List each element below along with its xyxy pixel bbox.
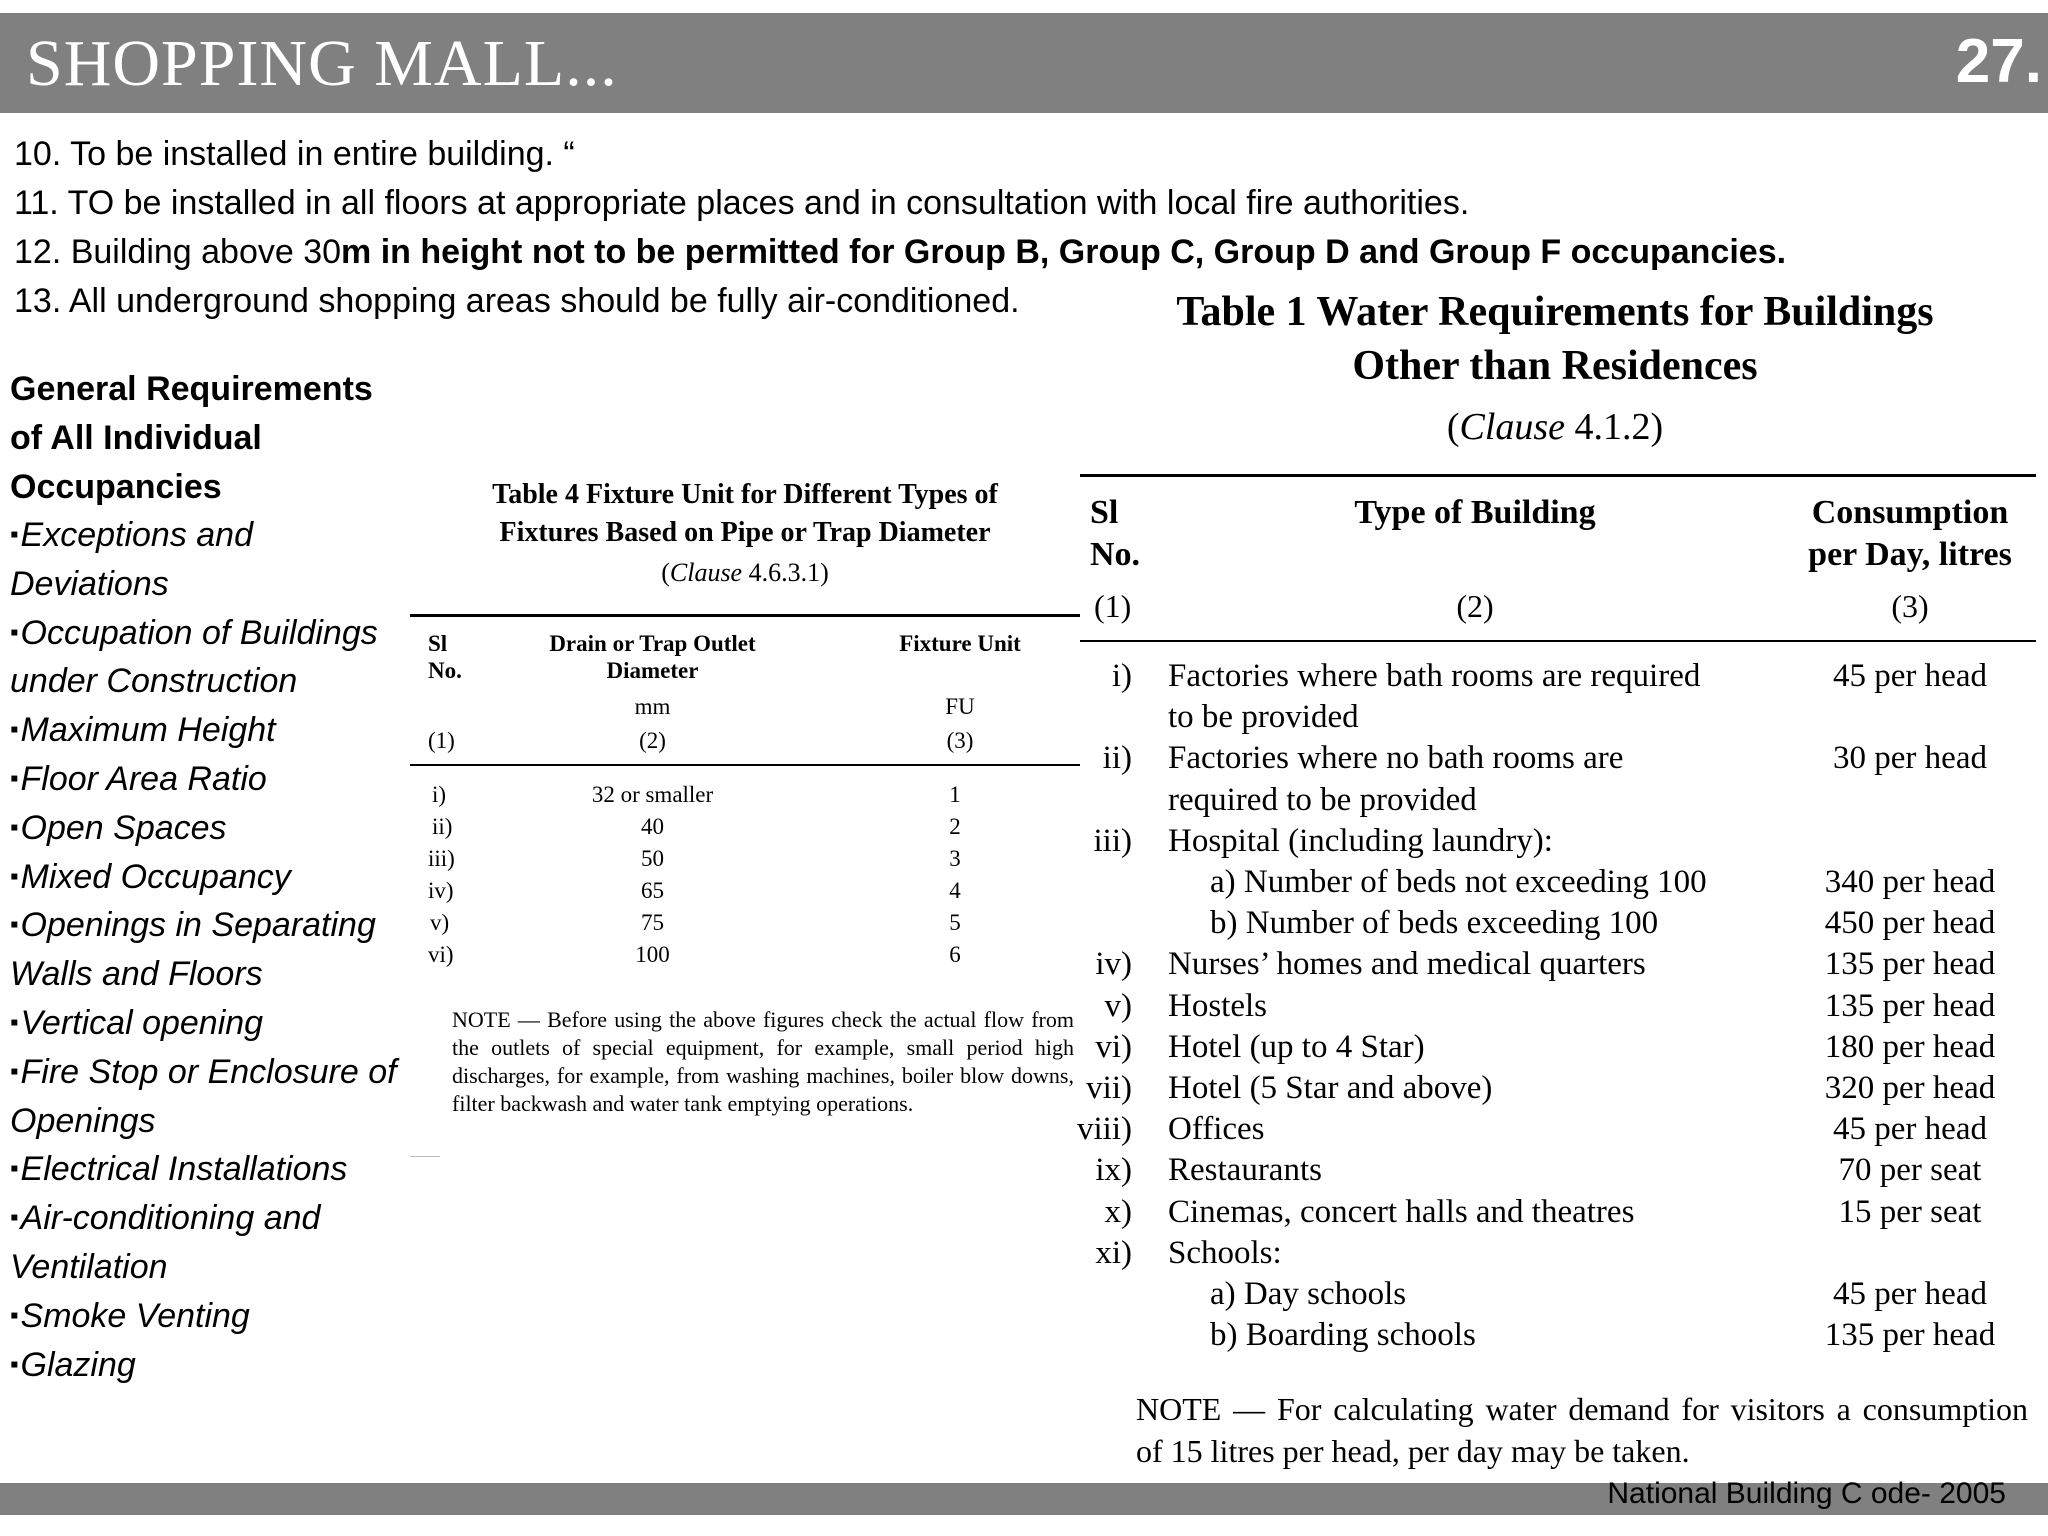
table1-sl: viii)	[1077, 1111, 1132, 1148]
table1-consumption: 30 per head	[1833, 740, 1987, 777]
table4-diameter: 65	[641, 878, 664, 903]
table1-type: Hospital (including laundry):	[1168, 822, 1553, 859]
table1-sl: v)	[1104, 987, 1132, 1024]
sidebar-item: ▪Glazing	[10, 1345, 136, 1384]
table4-unit-mm: mm	[634, 694, 671, 719]
table4-header-fixture: Fixture Unit	[899, 631, 1021, 656]
point-13: 13. All underground shopping areas should be fully air-conditioned.	[14, 282, 1020, 320]
table1-consumption: 45 per head	[1833, 1111, 1987, 1148]
sidebar-heading: General Requirements of All Individual Occupancies	[10, 370, 373, 506]
table4-fu: 1	[949, 782, 961, 807]
table1-clause: (Clause 4.1.2)	[1446, 406, 1664, 448]
sidebar-item: ▪Exceptions and Deviations	[10, 516, 254, 603]
table4-header-diameter: Drain or Trap Outlet Diameter	[549, 631, 756, 683]
table1-sl: x)	[1104, 1193, 1132, 1230]
bullet-icon: ▪	[10, 764, 19, 792]
table4-bottom-rule	[410, 1156, 440, 1157]
bullet-icon: ▪	[10, 521, 19, 548]
table1-header-rule	[1080, 640, 2036, 642]
table4-fu: 4	[949, 878, 961, 903]
table1-sl: vi)	[1095, 1028, 1132, 1065]
table4-diameter: 32 or smaller	[591, 782, 714, 807]
table1-type: a) Day schools	[1210, 1276, 1407, 1312]
slide-title: SHOPPING MALL...	[26, 27, 618, 100]
table1-type: b) Boarding schools	[1210, 1317, 1476, 1354]
table1-type: Hostels	[1168, 987, 1267, 1024]
sidebar-item: ▪Maximum Height	[10, 711, 276, 750]
sidebar-item: ▪Floor Area Ratio	[10, 759, 267, 798]
bullet-icon: ▪	[10, 1057, 19, 1085]
table1-header-type: Type of Building	[1354, 494, 1596, 531]
table1-type: Hotel (up to 4 Star)	[1168, 1028, 1425, 1065]
table1-note: NOTE — For calculating water demand for visitors a consumption of 15 litres per head, per day may be taken.	[1136, 1391, 2028, 1469]
table4-unit-fu: FU	[945, 694, 975, 719]
table1-consumption: 180 per head	[1824, 1028, 1996, 1065]
bullet-icon: ▪	[10, 911, 19, 939]
table4-sl: v)	[430, 910, 450, 935]
table1-sl: ii)	[1102, 740, 1132, 777]
point-12: 12. Building above 30m in height not to be permitted for Group B, Group C, Group D and Group F occupancies.	[14, 233, 1787, 271]
bullet-icon: ▪	[10, 618, 19, 646]
table1-consumption: 320 per head	[1824, 1070, 1996, 1106]
table1-top-rule	[1080, 474, 2036, 477]
bullet-icon: ▪	[10, 716, 19, 744]
table1-consumption: 340 per head	[1824, 864, 1996, 900]
table4-note: NOTE — Before using the above figures check the actual flow from the outlets of special equipment, for example, small period high discharges, for example, from washing machines, boiler blow downs, filter backwash and water tank emptying operations.	[452, 1007, 1074, 1116]
table4-sl: vi)	[428, 942, 454, 967]
table4-sl: ii)	[432, 814, 453, 839]
sidebar-item: ▪Air-conditioning and Ventilation	[10, 1199, 321, 1286]
sidebar-list	[10, 511, 420, 1389]
footer-source: National Building C ode- 2005	[1607, 1477, 2006, 1510]
table1-type: Factories where bath rooms are required	[1168, 658, 1701, 694]
table1-type: Restaurants	[1168, 1152, 1322, 1189]
table1-consumption: 135 per head	[1824, 987, 1996, 1024]
table4-sl: i)	[432, 782, 447, 807]
sidebar-item: ▪Electrical Installations	[10, 1150, 348, 1189]
point-11: 11. TO be installed in all floors at appropriate places and in consultation with local fire authorities.	[14, 184, 1470, 222]
table4-diameter: 75	[641, 910, 664, 935]
table4-col-number: (2)	[639, 728, 666, 753]
table1-type: Schools:	[1168, 1234, 1282, 1271]
table1-sl: iii)	[1093, 822, 1132, 859]
bullet-icon: ▪	[10, 862, 19, 890]
bullet-icon: ▪	[10, 1204, 19, 1232]
table4-diameter: 40	[641, 814, 664, 839]
table1-consumption: 45 per head	[1833, 1276, 1987, 1312]
sidebar-item: ▪Vertical opening	[10, 1003, 264, 1042]
table1-header-consumption: Consumption per Day, litres	[1808, 494, 2012, 573]
table1-type: b) Number of beds exceeding 100	[1210, 905, 1659, 942]
table1-consumption: 135 per head	[1824, 1317, 1996, 1354]
point-12-bold: m in height not to be permitted for Group B, Group C, Group D and Group F occupancies.	[341, 233, 1787, 271]
sidebar-item: ▪Occupation of Buildings under Construction	[10, 613, 378, 701]
table1-type: a) Number of beds not exceeding 100	[1210, 864, 1707, 900]
sidebar-item: ▪Openings in Separating Walls and Floors	[10, 906, 376, 994]
table1-consumption: 15 per seat	[1838, 1193, 1982, 1230]
table4-col-number: (3)	[946, 728, 974, 753]
bullet-icon: ▪	[10, 1350, 19, 1378]
table1-sl: i)	[1111, 658, 1132, 694]
table4-top-rule	[410, 614, 1080, 617]
table1-sl: vii)	[1086, 1070, 1132, 1106]
table4-title: Table 4 Fixture Unit for Different Types of Fixtures Based on Pipe or Trap Diameter	[492, 479, 998, 548]
table1-type: required to be provided	[1168, 781, 1477, 818]
table4-diameter: 100	[635, 942, 670, 967]
table1-type: Factories where no bath rooms are	[1168, 740, 1624, 777]
bullet-icon: ▪	[10, 1008, 19, 1036]
table1-type: to be provided	[1168, 699, 1359, 736]
sidebar-item: ▪Mixed Occupancy	[10, 857, 291, 896]
sidebar-item: ▪Fire Stop or Enclosure of Openings	[10, 1052, 397, 1140]
table1-type: Offices	[1168, 1111, 1265, 1148]
slide-number: 27.	[1955, 27, 2042, 96]
table1-consumption: 70 per seat	[1838, 1152, 1982, 1189]
table1-sl: iv)	[1095, 946, 1132, 983]
table4-fu: 6	[949, 942, 961, 967]
sidebar-item: ▪Smoke Venting	[10, 1296, 250, 1335]
table1-sl: ix)	[1095, 1152, 1132, 1189]
table4-fu: 3	[949, 846, 961, 871]
table4-diameter: 50	[641, 846, 664, 871]
table4-fu: 2	[949, 814, 961, 839]
table4-sl: iv)	[428, 878, 454, 903]
table1-title: Table 1 Water Requirements for Buildings Other than Residences	[1176, 289, 1934, 389]
table1-col-number: (3)	[1891, 588, 1929, 624]
table1-col-number: (1)	[1094, 588, 1132, 624]
bullet-icon: ▪	[10, 1155, 19, 1183]
table1-type: Cinemas, concert halls and theatres	[1168, 1193, 1635, 1230]
table1-consumption: 135 per head	[1824, 946, 1996, 983]
table1-consumption: 45 per head	[1833, 658, 1987, 694]
table1-header-sl: Sl No.	[1090, 494, 1141, 573]
table4-fu: 5	[949, 910, 961, 935]
sidebar-item: ▪Open Spaces	[10, 808, 227, 847]
table1-col-number: (2)	[1456, 588, 1494, 624]
table4-sl: iii)	[428, 846, 455, 871]
table4-header-rule	[410, 764, 1080, 766]
bullet-icon: ▪	[10, 1301, 19, 1329]
table1-consumption: 450 per head	[1824, 905, 1996, 942]
point-10: 10. To be installed in entire building. “	[14, 135, 575, 173]
bullet-icon: ▪	[10, 813, 19, 841]
table4-header-sl: Sl No.	[428, 631, 462, 683]
table4-clause: (Clause 4.6.3.1)	[661, 558, 829, 587]
table4-col-number: (1)	[428, 728, 455, 753]
table1-type: Nurses’ homes and medical quarters	[1168, 946, 1646, 983]
table1-sl: xi)	[1095, 1234, 1132, 1271]
table1-type: Hotel (5 Star and above)	[1168, 1070, 1493, 1106]
